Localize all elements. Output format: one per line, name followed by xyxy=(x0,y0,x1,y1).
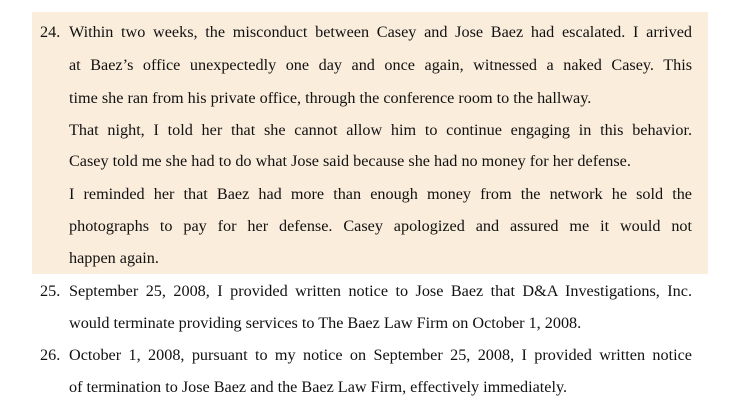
paragraph-line: would terminate providing services to The Baez Law Firm on October 1, 2008. xyxy=(69,314,582,332)
paragraph-line: Casey told me she had to do what Jose said because she had no money for her defense. xyxy=(69,152,631,170)
paragraph-line: I reminded her that Baez had more than enough money from the network he sold the xyxy=(69,185,692,203)
paragraph-line: at Baez’s office unexpectedly one day and once again, witnessed a naked Casey. This xyxy=(69,56,692,74)
paragraph-line: photographs to pay for her defense. Casey apologized and assured me it would not xyxy=(69,217,692,235)
paragraph-line: time she ran from his private office, through the conference room to the hallway. xyxy=(69,89,592,107)
paragraph-number: 26. xyxy=(40,346,61,364)
paragraph-line: of termination to Jose Baez and the Baez Law Firm, effectively immediately. xyxy=(69,378,568,396)
paragraph-line: That night, I told her that she cannot allow him to continue engaging in this behavior. xyxy=(69,121,692,139)
paragraph-number: 24. xyxy=(40,23,61,41)
paragraph-line: September 25, 2008, I provided written notice to Jose Baez that D&A Investigations, Inc. xyxy=(69,282,692,300)
paragraph-line: Within two weeks, the misconduct between Casey and Jose Baez had escalated. I arrived xyxy=(69,23,692,41)
paragraph-line: October 1, 2008, pursuant to my notice on September 25, 2008, I provided written notice xyxy=(69,346,692,364)
paragraph-number: 25. xyxy=(40,282,61,300)
paragraph-line: happen again. xyxy=(69,249,159,267)
